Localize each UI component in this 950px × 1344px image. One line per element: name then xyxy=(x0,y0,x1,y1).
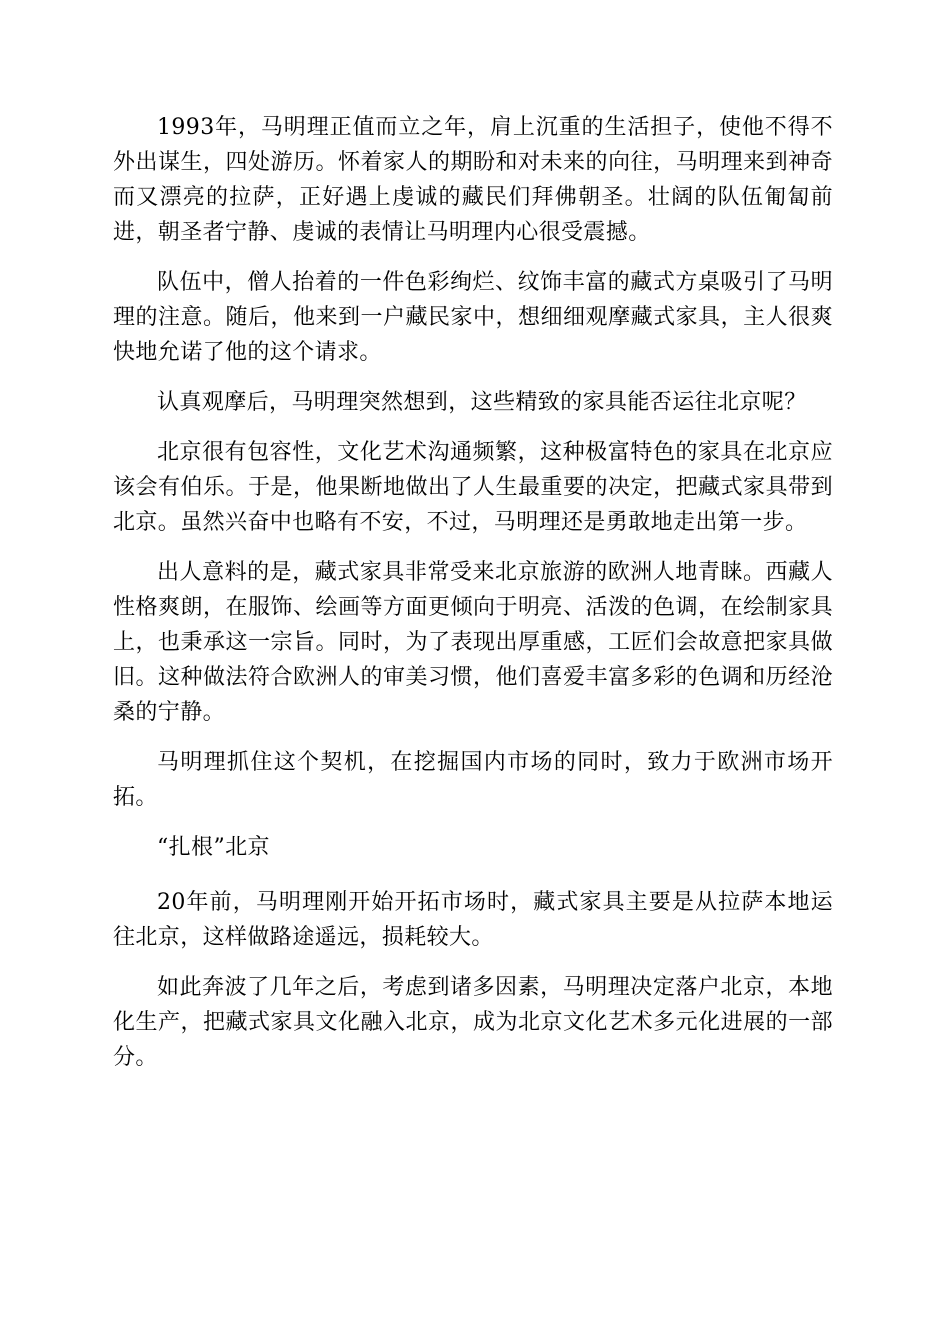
paragraph-1: 1993年，马明理正值而立之年，肩上沉重的生活担子，使他不得不外出谋生，四处游历。怀着家人的期盼和对未来的向往，马明理来到神奇而又漂亮的拉萨，正好遇上虔诚的藏民们拜佛朝圣。壮阔的队伍匍匐前进，朝圣者宁静、虔诚的表情让马明理内心很受震撼。 xyxy=(113,115,833,245)
paragraph-6: 马明理抓住这个契机，在挖掘国内市场的同时，致力于欧洲市场开拓。 xyxy=(113,750,833,810)
paragraph-3: 认真观摩后，马明理突然想到，这些精致的家具能否运往北京呢？ xyxy=(157,390,807,415)
section-heading: “扎根”北京 xyxy=(157,835,270,860)
paragraph-8: 如此奔波了几年之后，考虑到诸多因素，马明理决定落户北京，本地化生产，把藏式家具文化融入北京，成为北京文化艺术多元化进展的一部分。 xyxy=(113,975,833,1070)
paragraph-5: 出人意料的是，藏式家具非常受来北京旅游的欧洲人地青睐。西藏人性格爽朗，在服饰、绘画等方面更倾向于明亮、活泼的色调，在绘制家具上，也秉承这一宗旨。同时，为了表现出厚重感，工匠们会故意把家具做旧。这种做法符合欧洲人的审美习惯，他们喜爱丰富多彩的色调和历经沧桑的宁静。 xyxy=(113,560,833,725)
paragraph-2: 队伍中，僧人抬着的一件色彩绚烂、纹饰丰富的藏式方桌吸引了马明理的注意。随后，他来到一户藏民家中，想细细观摩藏式家具，主人很爽快地允诺了他的这个请求。 xyxy=(113,270,833,365)
paragraph-7: 20年前，马明理刚开始开拓市场时，藏式家具主要是从拉萨本地运往北京，这样做路途遥远，损耗较大。 xyxy=(113,890,833,950)
document-page xyxy=(113,110,833,1090)
paragraph-4: 北京很有包容性，文化艺术沟通频繁，这种极富特色的家具在北京应该会有伯乐。于是，他果断地做出了人生最重要的决定，把藏式家具带到北京。虽然兴奋中也略有不安，不过，马明理还是勇敢地走出第一步。 xyxy=(113,440,833,535)
